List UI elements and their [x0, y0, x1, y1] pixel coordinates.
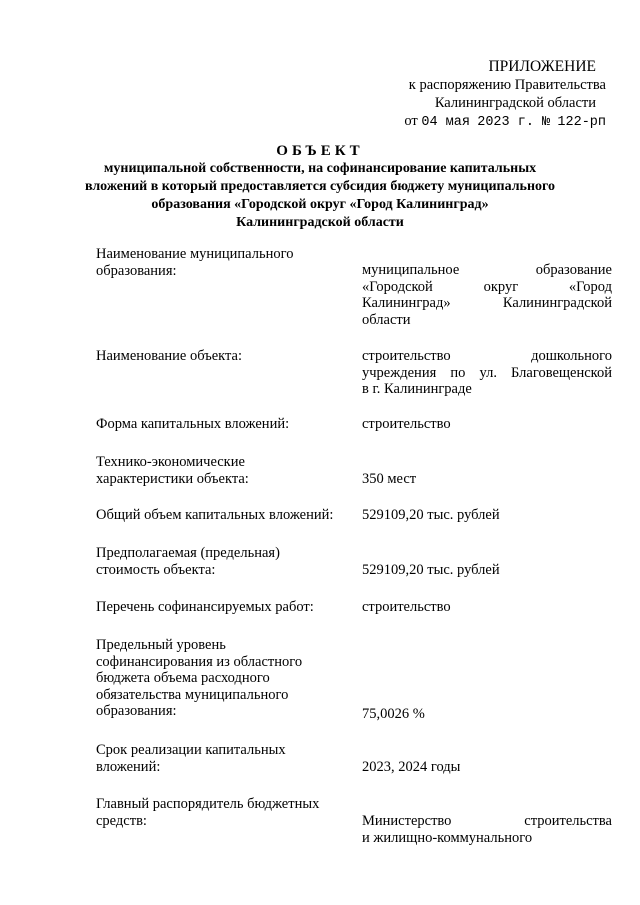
label-line: Технико-экономические [96, 454, 245, 470]
value-line: учреждения по ул. Благовещенской [362, 364, 612, 381]
year-number-label: 2023 г. № [477, 115, 551, 130]
field-value [362, 813, 612, 846]
field-value [362, 706, 612, 723]
appendix-line-1: к распоряжению Правительства [408, 77, 606, 93]
field-label [96, 637, 351, 720]
field-label [96, 454, 351, 487]
value-line: 350 мест [362, 471, 417, 487]
order-number: 122-рп [557, 115, 606, 130]
value-line: Калининград» Калининградской [362, 295, 612, 311]
label-line: бюджета объема расходного [96, 670, 270, 686]
field-label [96, 348, 351, 365]
field-label [96, 742, 351, 775]
value-line: строительство [362, 416, 451, 432]
appendix-line-2: Калининградской области [434, 95, 596, 111]
label-line: Форма капитальных вложений: [96, 416, 290, 432]
value-line: области [362, 311, 411, 328]
field-label [96, 507, 351, 524]
title-line-1: муниципальной собственности, на софинансирование капитальных [103, 161, 537, 176]
label-line: характеристики объекта: [96, 470, 249, 487]
title-line-2: вложений в который предоставляется субсидия бюджету муниципального [84, 179, 556, 194]
label-line: Общий объем капитальных вложений: [96, 507, 334, 523]
value-line: 2023, 2024 годы [362, 759, 461, 775]
field-value [362, 759, 612, 776]
value-line: 529109,20 тыс. рублей [362, 507, 500, 523]
label-line: Предельный уровень [96, 637, 226, 653]
label-line: стоимость объекта: [96, 561, 216, 578]
value-line: «Городской округ «Город [362, 278, 612, 295]
appendix-date-number [366, 112, 606, 132]
label-line: средств: [96, 812, 147, 829]
date-prefix: от [404, 113, 418, 129]
label-line: Перечень софинансируемых работ: [96, 599, 314, 615]
field-label [96, 416, 351, 433]
field-value [362, 599, 612, 616]
value-line: муниципальное образование [362, 262, 612, 278]
title-line-4: Калининградской области [236, 215, 404, 230]
label-line: Срок реализации капитальных [96, 742, 286, 758]
label-line: Наименование объекта: [96, 348, 242, 364]
label-line: образования: [96, 262, 177, 279]
field-value [362, 507, 612, 524]
value-line: строительство [362, 599, 451, 615]
title-main: ОБЪЕКТ [276, 143, 364, 159]
value-line: в г. Калининграде [362, 381, 472, 397]
label-line: Главный распорядитель бюджетных [96, 796, 320, 812]
field-label [96, 246, 351, 279]
title-line-3: образования «Городской округ «Город Калининград» [151, 197, 489, 212]
value-line: 529109,20 тыс. рублей [362, 562, 500, 578]
label-line: вложений: [96, 758, 161, 775]
value-line: Министерство строительства [362, 813, 612, 829]
date-value: 04 мая [421, 115, 470, 130]
field-value [362, 416, 612, 433]
label-line: Наименование муниципального [96, 246, 294, 262]
field-label [96, 599, 351, 616]
value-line: строительство дошкольного [362, 348, 612, 364]
label-line: обязательства муниципального [96, 686, 289, 703]
label-line: Предполагаемая (предельная) [96, 545, 280, 561]
appendix-header [366, 58, 606, 132]
value-line: и жилищно-коммунального [362, 829, 533, 846]
field-label [96, 545, 351, 578]
document-title [80, 142, 560, 232]
field-value [362, 562, 612, 579]
label-line: образования: [96, 703, 177, 719]
value-line: 75,0026 % [362, 706, 425, 722]
label-line: софинансирования из областного [96, 653, 303, 670]
field-value [362, 471, 612, 488]
field-value [362, 348, 612, 398]
field-label [96, 796, 351, 829]
field-value [362, 262, 612, 328]
appendix-heading: ПРИЛОЖЕНИЕ [488, 58, 596, 75]
